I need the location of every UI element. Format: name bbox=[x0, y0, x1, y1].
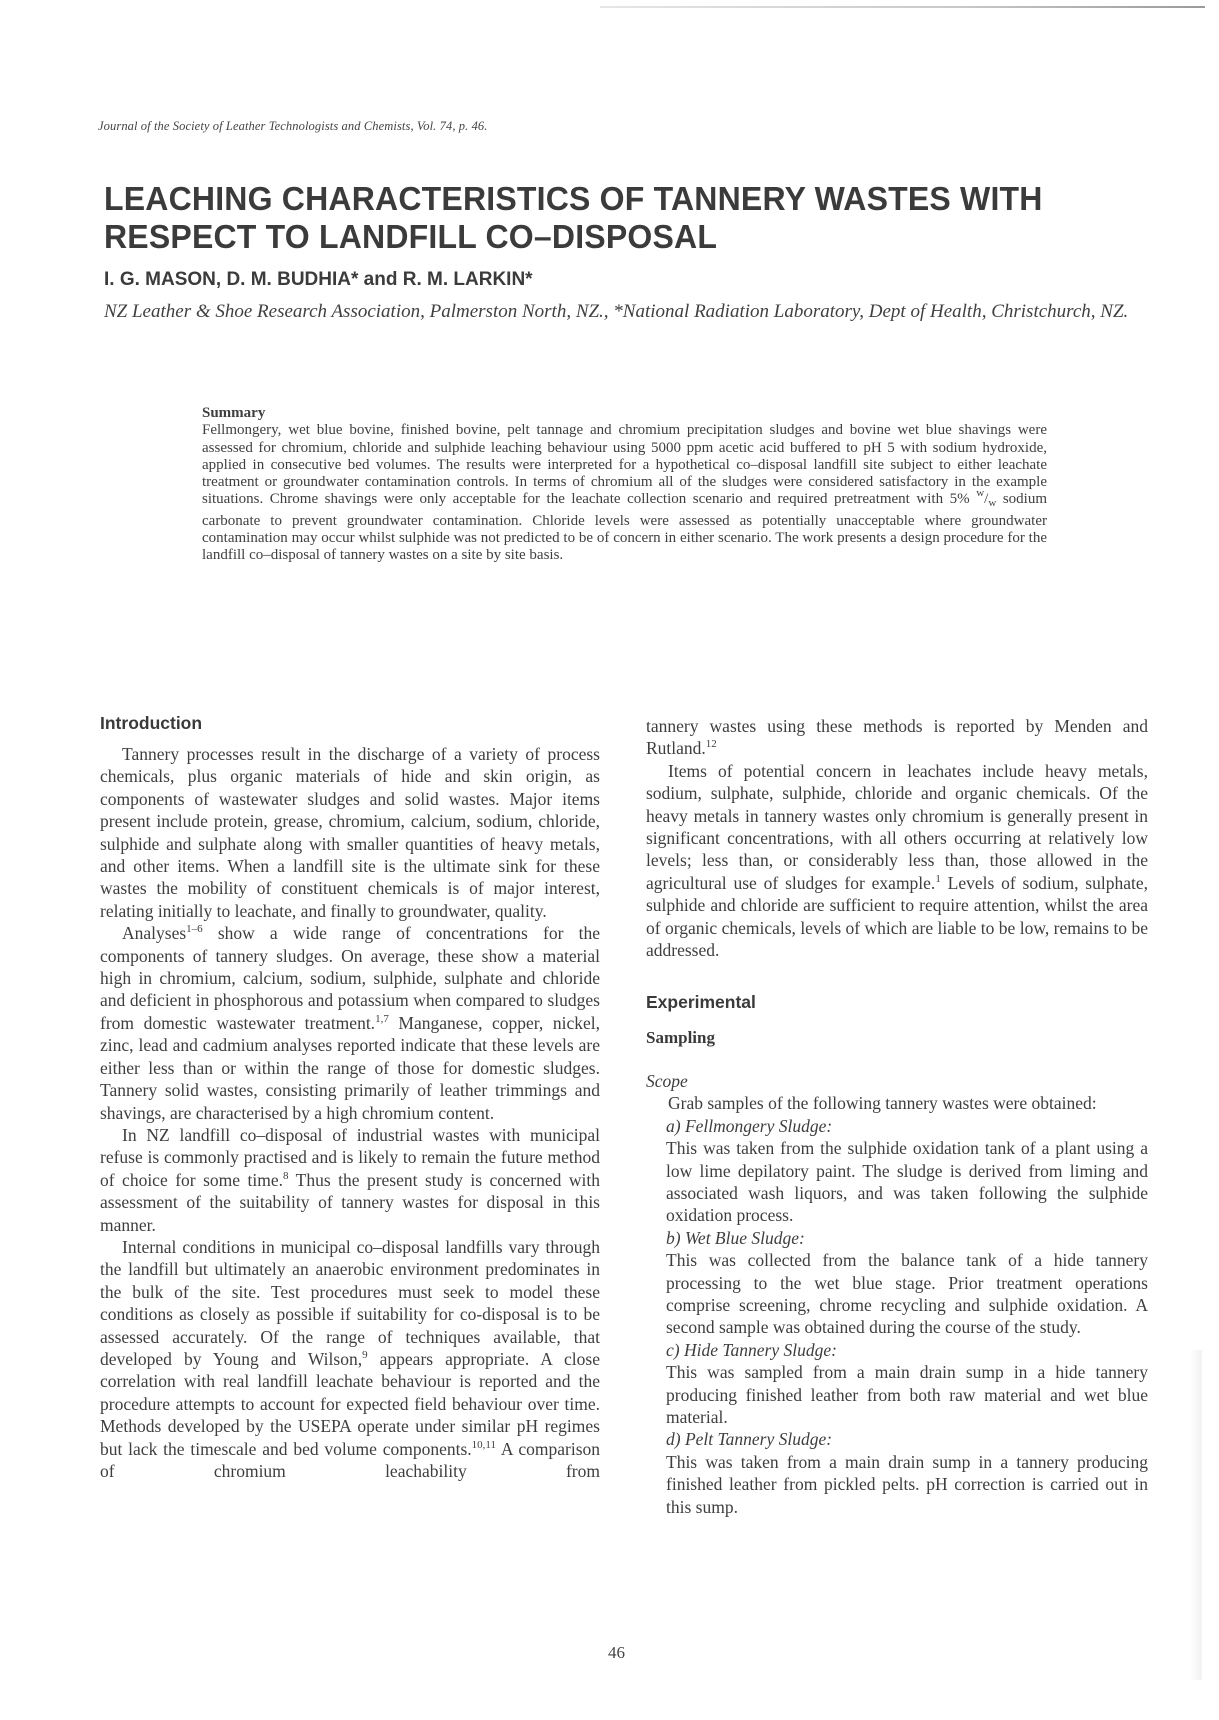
intro-paragraph-continued bbox=[646, 715, 1148, 760]
sample-description: This was sampled from a main drain sump in a hide tannery producing finished leather from both raw material and wet blue material. bbox=[666, 1362, 1148, 1427]
intro-paragraph bbox=[100, 1236, 600, 1482]
summary-heading: Summary bbox=[202, 405, 266, 421]
text-span: A comparison of chromium leachability from bbox=[100, 1438, 601, 1481]
scan-edge-rule bbox=[600, 6, 1205, 8]
text-span: Levels of sodium, sulphate, sulphide and chloride are sufficient to require attention, whilst the area of organic chemicals, levels of which are liable to be low, remains to be addressed. bbox=[646, 872, 1148, 961]
sample-label: b) Wet Blue Sludge: bbox=[666, 1227, 805, 1248]
summary-text: Fellmongery, wet blue bovine, finished bovine, pelt tannage and chromium precipitation sludges and bovine wet blue shavings were assessed for chromium, chloride and sulphide leaching behaviour using 5000 ppm acetic acid buffered to pH 5 with sodium hydroxide, applied in consecutive bed volumes. The results were interpreted for a hypothetical co–disposal landfill site subject to either leachate treatment or groundwater contamination controls. In terms of chromium all of the sludges were considered satisfactory in the example situations. Chrome shavings were only acceptable for the leachate collection scenario and required pretreatment with 5% $^w/_w$ sodium carbonate to prevent groundwater contamination. Chloride levels were assessed as potentially unacceptable where groundwater contamination may occur whilst sulphide was not predicted to be of concern in either scenario. The work presents a design procedure for the landfill co–disposal of tannery wastes on a site by site basis. bbox=[202, 422, 1047, 564]
right-column bbox=[646, 715, 1148, 1518]
scope-text: Grab samples of the following tannery wastes were obtained: bbox=[668, 1093, 1097, 1114]
article-title: LEACHING CHARACTERISTICS OF TANNERY WASTES WITH RESPECT TO LANDFILL CO–DISPOSAL bbox=[104, 180, 1043, 255]
citation-ref: 1 bbox=[935, 872, 941, 885]
citation-ref: 12 bbox=[705, 738, 717, 751]
text-span: Items of potential concern in leachates include heavy metals, sodium, sulphate, sulphide, chloride and organic chemicals. Of the heavy metals in tannery wastes only chromium is generally present in significant concentrations, with all others occurring at relatively low levels; less than, or considerably less than, those allowed in the agricultural use of sludges for example. bbox=[646, 760, 1148, 893]
sample-label: c) Hide Tannery Sludge: bbox=[666, 1339, 837, 1360]
summary-text-part: sodium carbonate to prevent groundwater contamination. Chloride levels were assessed as potentially unacceptable where groundwater contamination may occur whilst sulphide was not predicted to be of concern in either scenario. The work presents a design procedure for the landfill co–disposal of tannery wastes on a site by site basis. bbox=[202, 491, 1047, 564]
text-span: Thus the present study is concerned with assessment of the suitability of tannery wastes for disposal in this manner. bbox=[100, 1169, 600, 1235]
ratio-sub: w bbox=[988, 497, 997, 510]
intro-paragraph: Tannery processes result in the discharge of a variety of process chemicals, plus organic materials of hide and skin origin, as components of wastewater sludges and solid wastes. Major items present include protein, grease, chromium, calcium, sodium, chloride, sulphide and sulphate along with smaller quantities of heavy metals, and other items. When a landfill site is the ultimate sink for these wastes the mobility of constituent chemicals is of major interest, relating initially to leachate, and finally to groundwater, quality. bbox=[100, 744, 600, 921]
citation-ref: 10,11 bbox=[471, 1438, 497, 1451]
page-number: 46 bbox=[608, 1643, 625, 1662]
scope-heading: Scope bbox=[646, 1070, 688, 1091]
text-span: Internal conditions in municipal co–disposal landfills vary through the landfill but ultimately an anaerobic environment predominates in the bulk of the site. Test procedures must seek to model these conditions as closely as possible if suitability for co-disposal is to be assessed accurately. Of the range of techniques available, that developed by Young and Wilson, bbox=[100, 1236, 600, 1369]
citation-ref: 1,7 bbox=[375, 1012, 389, 1025]
sample-label: a) Fellmongery Sludge: bbox=[666, 1115, 833, 1136]
sample-list bbox=[646, 1115, 1148, 1518]
experimental-heading: Experimental bbox=[646, 992, 756, 1013]
summary-text-part: Fellmongery, wet blue bovine, finished bovine, pelt tannage and chromium precipitation sludges and bovine wet blue shavings were assessed for chromium, chloride and sulphide leaching behaviour using 5000 ppm acetic acid buffered to pH 5 with sodium hydroxide, applied in consecutive bed volumes. The results were interpreted for a hypothetical co–disposal landfill site subject to either leachate treatment or groundwater contamination controls. In terms of chromium all of the sludges were considered satisfactory in the example situations. Chrome shavings were only acceptable for the leachate collection scenario and required pretreatment with 5% bbox=[202, 422, 1047, 508]
citation-ref: 9 bbox=[362, 1348, 368, 1361]
left-column bbox=[100, 712, 600, 1482]
introduction-heading: Introduction bbox=[100, 713, 203, 733]
sample-label: d) Pelt Tannery Sludge: bbox=[666, 1429, 833, 1450]
citation-ref: 1–6 bbox=[186, 923, 203, 936]
intro-paragraph bbox=[100, 1124, 600, 1236]
ratio-sup: w bbox=[976, 487, 985, 500]
intro-paragraph bbox=[646, 760, 1148, 962]
summary-section bbox=[202, 405, 1047, 565]
text-span: Analyses bbox=[122, 923, 187, 944]
text-span: appears appropriate. A close correlation with real landfill leachate behaviour is reported and the procedure attempts to account for expected field behaviour over time. Methods developed by the USEPA operate under similar pH regimes but lack the timescale and bed volume components. bbox=[100, 1348, 600, 1459]
sample-description: This was taken from the sulphide oxidation tank of a plant using a low lime depilatory paint. The sludge is derived from liming and associated wash liquors, and was taken following the sulphide oxidation process. bbox=[666, 1138, 1148, 1226]
article-authors: I. G. MASON, D. M. BUDHIA* and R. M. LARKIN* bbox=[104, 269, 533, 290]
scan-edge-shadow bbox=[1190, 1350, 1202, 1680]
text-span: In NZ landfill co–disposal of industrial wastes with municipal refuse is commonly practised and is likely to remain the future method of choice for some time. bbox=[100, 1124, 600, 1190]
sampling-heading: Sampling bbox=[646, 1028, 715, 1048]
sample-description: This was taken from a main drain sump in a tannery producing finished leather from pickled pelts. pH correction is carried out in this sump. bbox=[666, 1451, 1148, 1517]
text-span: Manganese, copper, nickel, zinc, lead and cadmium analyses reported indicate that these levels are either less than or within the range of those for domestic sludges. Tannery solid wastes, consisting primarily of leather trimmings and shavings, are characterised by a high chromium content. bbox=[100, 1012, 600, 1123]
intro-paragraph bbox=[100, 922, 600, 1124]
text-span: show a wide range of concentrations for the components of tannery sludges. On average, these show a material high in chromium, calcium, sodium, sulphide, sulphate and chloride and deficient in phosphorous and potassium when compared to sludges from domestic wastewater treatment. bbox=[100, 923, 600, 1033]
journal-citation: Journal of the Society of Leather Technologists and Chemists, Vol. 74, p. 46. bbox=[98, 119, 488, 133]
citation-ref: 8 bbox=[282, 1169, 289, 1182]
text-span: tannery wastes using these methods is reported by Menden and Rutland. bbox=[646, 716, 1148, 759]
sample-description: This was collected from the balance tank of a hide tannery processing to the wet blue stage. Prior treatment operations comprise screening, chrome recycling and sulphide oxidation. A second sample was obtained during the course of the study. bbox=[666, 1250, 1148, 1338]
author-affiliations: NZ Leather & Shoe Research Association, Palmerston North, NZ., *National Radiation Laboratory, Dept of Health, Christchurch, NZ. bbox=[104, 301, 1129, 322]
